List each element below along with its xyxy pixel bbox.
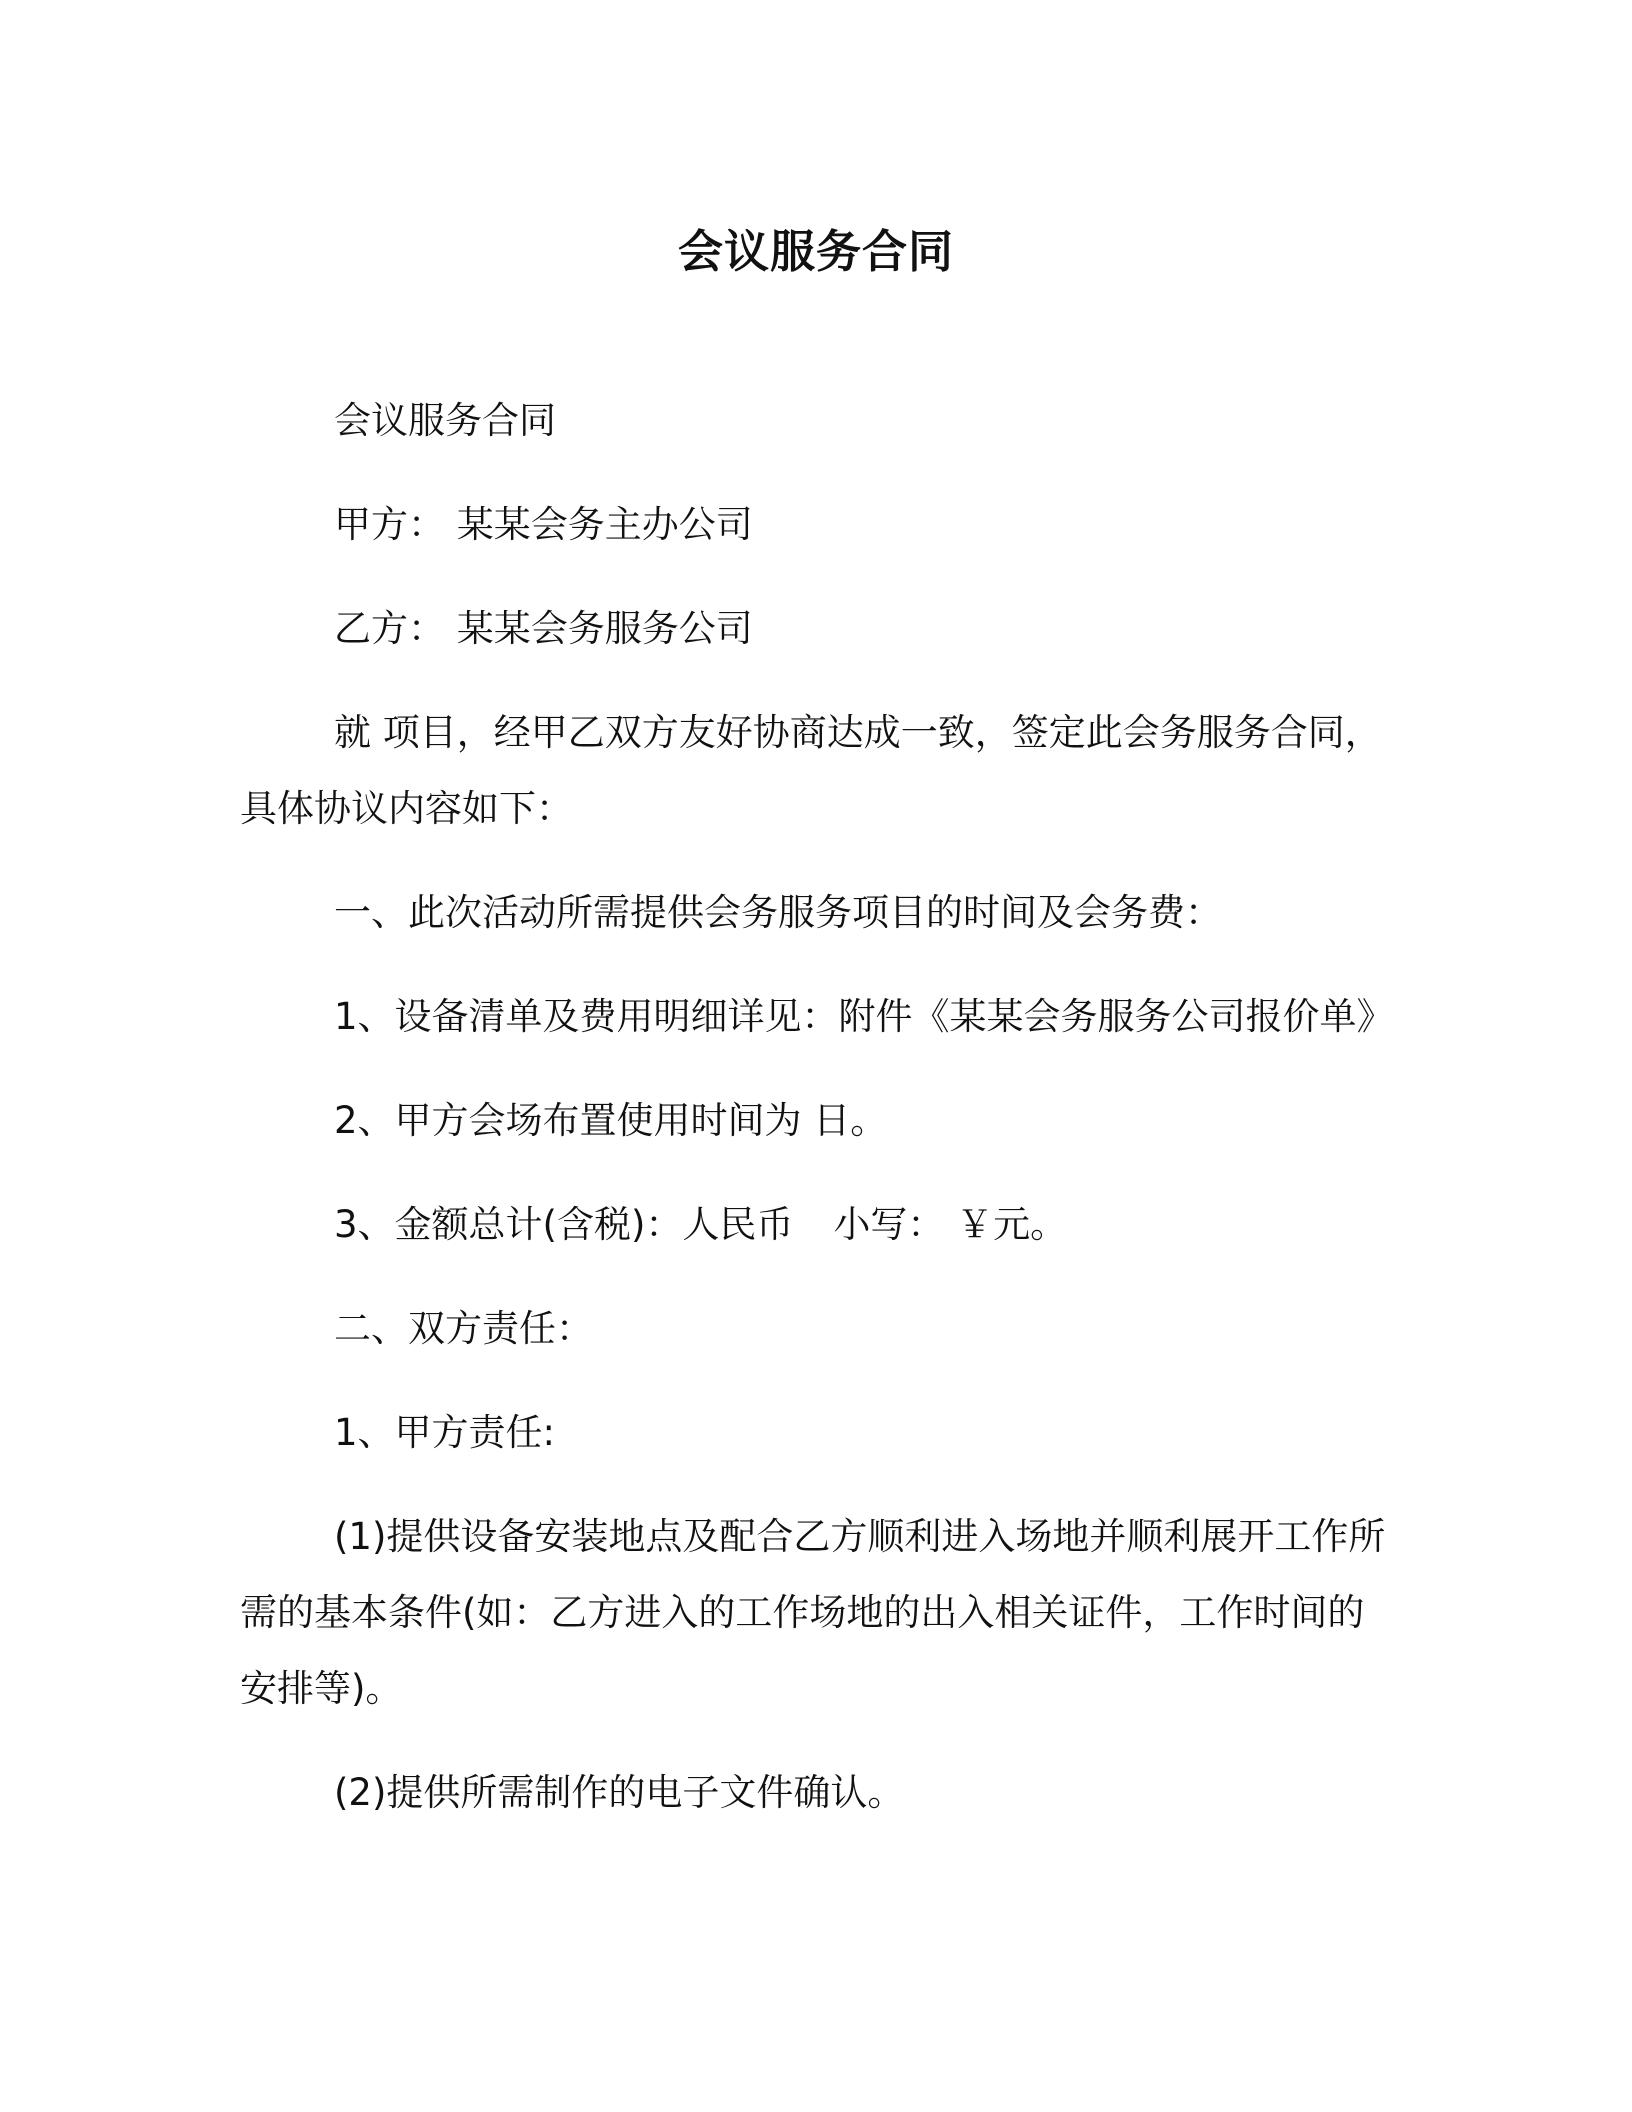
document-title: 会议服务合同 [677,225,954,278]
clause-1-line-1: (1)提供设备安装地点及配合乙方顺利进入场地并顺利展开工作所 [334,1515,1386,1558]
document-subtitle: 会议服务合同 [334,399,556,442]
section-2-heading: 二、双方责任： [334,1307,593,1350]
item-1-3-amount-label: 3、金额总计(含税)：人民币 [334,1203,794,1246]
party-a-line: 甲方： 某某会务主办公司 [334,503,753,546]
section-1-heading: 一、此次活动所需提供会务服务项目的时间及会务费： [334,891,1222,934]
intro-paragraph-line-2: 具体协议内容如下： [240,787,573,830]
party-b-line: 乙方： 某某会务服务公司 [334,607,753,650]
clause-2: (2)提供所需制作的电子文件确认。 [334,1771,905,1814]
intro-paragraph-line-1: 就 项目，经甲乙双方友好协商达成一致，签定此会务服务合同， [334,711,1382,754]
item-1-3 [334,1200,1067,1250]
item-1-1: 1、设备清单及费用明细详见：附件《某某会务服务公司报价单》 [334,995,1394,1038]
clause-1-line-3: 安排等)。 [240,1667,403,1710]
sub-2-1-heading: 1、甲方责任: [334,1411,556,1454]
item-1-3-lowercase-amount: 小写： ￥元。 [833,1203,1068,1246]
clause-1-line-2: 需的基本条件(如：乙方进入的工作场地的出入相关证件，工作时间的 [240,1591,1365,1634]
item-1-2: 2、甲方会场布置使用时间为 日。 [334,1099,888,1142]
